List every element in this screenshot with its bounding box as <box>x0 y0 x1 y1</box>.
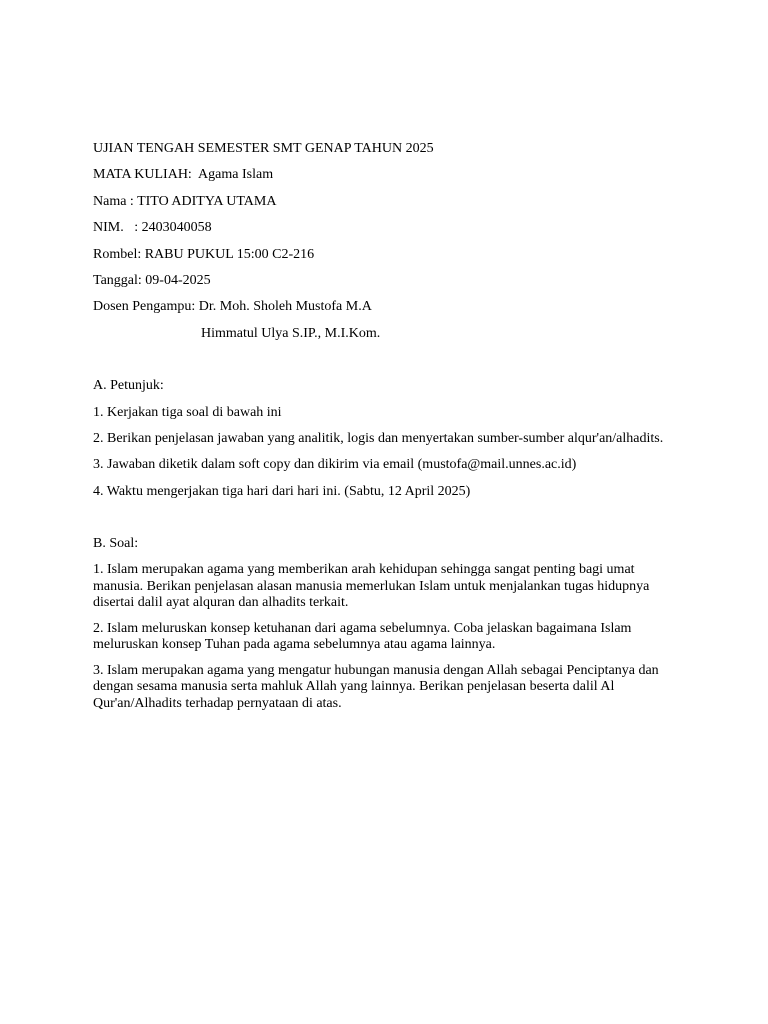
instruction-item: 3. Jawaban diketik dalam soft copy dan dikirim via email (mustofa@mail.unnes.ac.id) <box>93 457 577 473</box>
date-line: Tanggal: 09-04-2025 <box>93 272 211 288</box>
student-name-line: Nama : TITO ADITYA UTAMA <box>93 193 277 209</box>
question-item: 2. Islam meluruskan konsep ketuhanan dari agama sebelumnya. Coba jelaskan bagaimana Islam meluruskan konsep Tuhan pada agama sebelumnya atau agama lainnya. <box>93 620 632 653</box>
instruction-item: 2. Berikan penjelasan jawaban yang analitik, logis dan menyertakan sumber-sumber alqur'an/alhadits. <box>93 430 664 446</box>
lecturer-line-2: Himmatul Ulya S.IP., M.I.Kom. <box>201 325 381 341</box>
course-line: MATA KULIAH: Agama Islam <box>93 167 274 183</box>
instruction-item: 1. Kerjakan tiga soal di bawah ini <box>93 404 282 420</box>
lecturer-line: Dosen Pengampu: Dr. Moh. Sholeh Mustofa M.A <box>93 299 372 315</box>
section-spacer <box>93 510 677 536</box>
document-body <box>93 141 677 721</box>
question-item: 3. Islam merupakan agama yang mengatur hubungan manusia dengan Allah sebagai Penciptanya dan dengan sesama manusia serta mahluk Allah yang lainnya. Berikan penjelasan beserta dalil Al Qur'an/Alhadits terhadap pernyataan di atas. <box>93 662 659 711</box>
questions-heading: B. Soal: <box>93 536 139 552</box>
instruction-item: 4. Waktu mengerjakan tiga hari dari hari ini. (Sabtu, 12 April 2025) <box>93 483 471 499</box>
section-spacer <box>93 352 677 378</box>
student-nim-line: NIM. : 2403040058 <box>93 220 212 236</box>
question-item: 1. Islam merupakan agama yang memberikan arah kehidupan sehingga sangat penting bagi umat manusia. Berikan penjelasan alasan manusia memerlukan Islam untuk menjalankan tugas hidupnya disertai dalil ayat alquran dan alhadits terkait. <box>93 562 650 611</box>
exam-title: UJIAN TENGAH SEMESTER SMT GENAP TAHUN 2025 <box>93 141 434 156</box>
instructions-heading: A. Petunjuk: <box>93 378 164 394</box>
rombel-line: Rombel: RABU PUKUL 15:00 C2-216 <box>93 246 315 262</box>
